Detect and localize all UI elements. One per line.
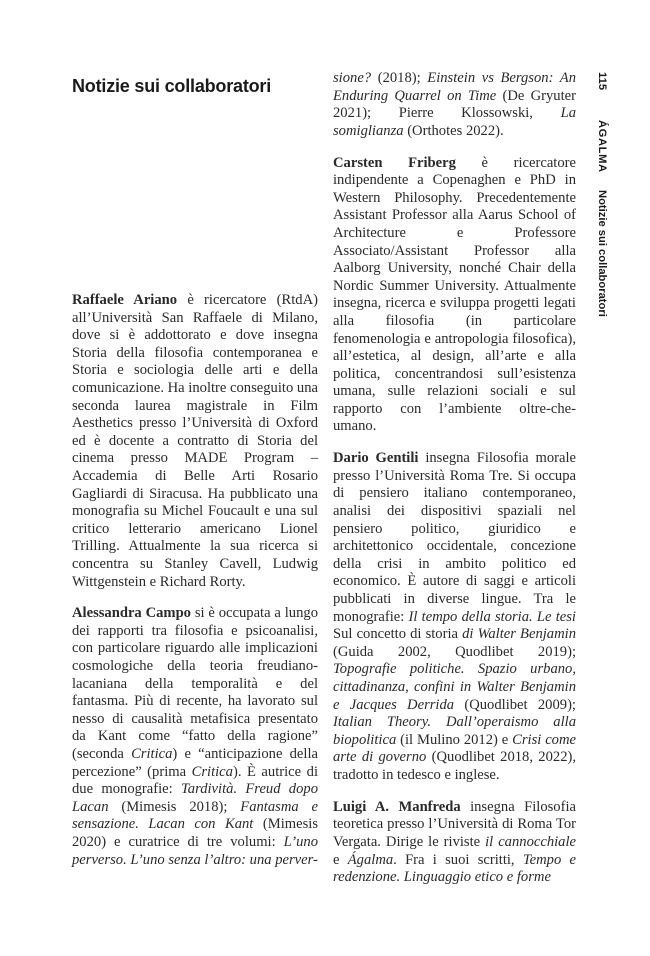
bio-italic: Italian Theory. Dall’operaismo alla biopolitica [333, 714, 576, 748]
bio-text: ). È autrice di due monografie: [72, 763, 318, 798]
contributor-entry-campo-continued [333, 70, 576, 140]
bio-text: ) e “anticipazione della percezione” (prima [72, 746, 318, 780]
bio-italic: Ágalma [347, 851, 394, 868]
bio-text: (Mimesis 2018); [108, 798, 241, 815]
contributor-entry-ariano [72, 292, 318, 591]
left-column [72, 292, 318, 883]
contributor-entry-friberg [333, 155, 576, 437]
bio-italic: Fantasma e sensazione. Lacan con Kant [72, 798, 318, 833]
contributor-name: Raffaele Ariano [72, 292, 178, 308]
contributor-entry-campo [72, 605, 318, 869]
bio-italic: Topografie politiche. Spazio urbano, cittadinanza, confini in Walter Benjamin e Jacques Derrida [333, 661, 576, 713]
page-number: 115 [596, 72, 608, 91]
bio-italic: Tardività. Freud dopo Lacan [72, 781, 318, 815]
bio-italic: La somiglianza [333, 105, 576, 139]
bio-italic: Crisi come arte di governo [333, 731, 576, 766]
bio-text: Sul concetto di storia [333, 626, 463, 643]
bio-text: (De Gryuter 2021); Pierre Klossowski, [333, 87, 576, 122]
bio-italic: Einstein vs Bergson: An Enduring Quarrel on Time [333, 70, 576, 104]
bio-italic: Tempo e redenzione. Linguaggio etico e forme [333, 851, 576, 886]
bio-text: si è occupata a lungo dei rapporti tra filosofia e psicoanalisi, con particolare riguardo alle implicazioni cosmologiche della teoria freudiano-lacaniana della temporalità e del fantasma. Più di recente, ha lavorato sul nesso di causalità metafisica presentato da Kant come “fatto della ragione” (seconda [72, 605, 318, 763]
bio-text: insegna Filosofia teoretica presso l’Università di Roma Tor Vergata. Dirige le riviste [333, 798, 576, 850]
bio-italic: Critica [191, 763, 233, 780]
bio-italic: di Walter Benjamin [462, 626, 576, 643]
bio-text: insegna Filosofia morale presso l’Università Roma Tre. Si occupa di pensiero italiano contemporaneo, analisi dei dispositivi spaziali nel pensiero politico, giuridico e architettonico occidentale, concezione della crisi in ambito politico ed economico. È autore di saggi e articoli pubblicati in diverse lingue. Tra le monografie: [333, 450, 576, 625]
bio-italic: L’uno perverso. L’uno senza l’altro: una perver- [72, 834, 318, 868]
contributor-name: Luigi A. Manfreda [333, 798, 461, 815]
bio-text: (Quodlibet 2018, 2022), tradotto in tedesco e inglese. [333, 749, 576, 783]
contributor-bio: è ricercatore indipendente a Copenaghen e PhD in Western Philosophy. Precedentemente Assistant Professor alla Aarus School of Architecture e Professore Associato/Assistant Professor alla Aalborg University, nonché Chair della Nordic Summer University. Attualmente insegna, ricerca e sviluppa progetti legati alla filosofia (in particolare fenomenologia e antropologia filosofica), all’estetica, al design, all’arte e alla politica, concentrandosi sull’esistenza umana, sulle relazioni sociali e sul rapporto con l’ambiente oltre-che-umano. [333, 154, 576, 435]
bio-text: (Mimesis 2020) e curatrice di tre volumi: [72, 816, 318, 850]
contributor-entry-manfreda [333, 799, 576, 887]
bio-italic: Il tempo della storia. Le tesi [408, 608, 576, 625]
contributor-bio: è ricercatore (RtdA) all’Università San Raffaele di Milano, dove si è addottorato e dove insegna Storia della filosofia contemporanea e Storia e sociologia delle arti e della comunicazione. Ha inoltre conseguito una seconda laurea magistrale in Film Aesthetics presso l’Università di Oxford ed è docente a contratto di Storia del cinema presso MADE Program – Accademia di Belle Arti Rosario Gagliardi di Siracusa. Ha pubblicato una monografia su Michel Foucault e una sul critico letterario americano Lionel Trilling. Attualmente la sua ricerca si concentra su Stanley Cavell, Ludwig Wittgenstein e Richard Rorty. [72, 292, 318, 590]
bio-text: (Quodlibet 2009); [454, 696, 576, 713]
bio-text: (Guida 2002, Quodlibet 2019); [333, 643, 576, 660]
bio-italic: il cannocchiale [485, 833, 577, 850]
right-column [333, 70, 576, 901]
bio-text: (2018); [371, 70, 428, 86]
bio-italic: Critica [131, 746, 173, 763]
contributor-name: Alessandra Campo [72, 605, 191, 622]
running-section-title: Notizie sui collaboratori [596, 190, 608, 317]
running-head [588, 60, 612, 330]
bio-italic: sione? [333, 70, 372, 86]
bio-text: (il Mulino 2012) e [396, 731, 513, 748]
bio-text: e [333, 851, 348, 868]
contributor-name: Dario Gentili [333, 450, 419, 467]
journal-name: ÁGALMA [596, 120, 608, 173]
contributor-name: Carsten Friberg [333, 154, 456, 171]
bio-text: . Fra i suoi scritti, [393, 851, 523, 868]
bio-text: (Orthotes 2022). [403, 122, 504, 139]
contributor-entry-gentili [333, 450, 576, 784]
page-title: Notizie sui collaboratori [72, 76, 272, 97]
